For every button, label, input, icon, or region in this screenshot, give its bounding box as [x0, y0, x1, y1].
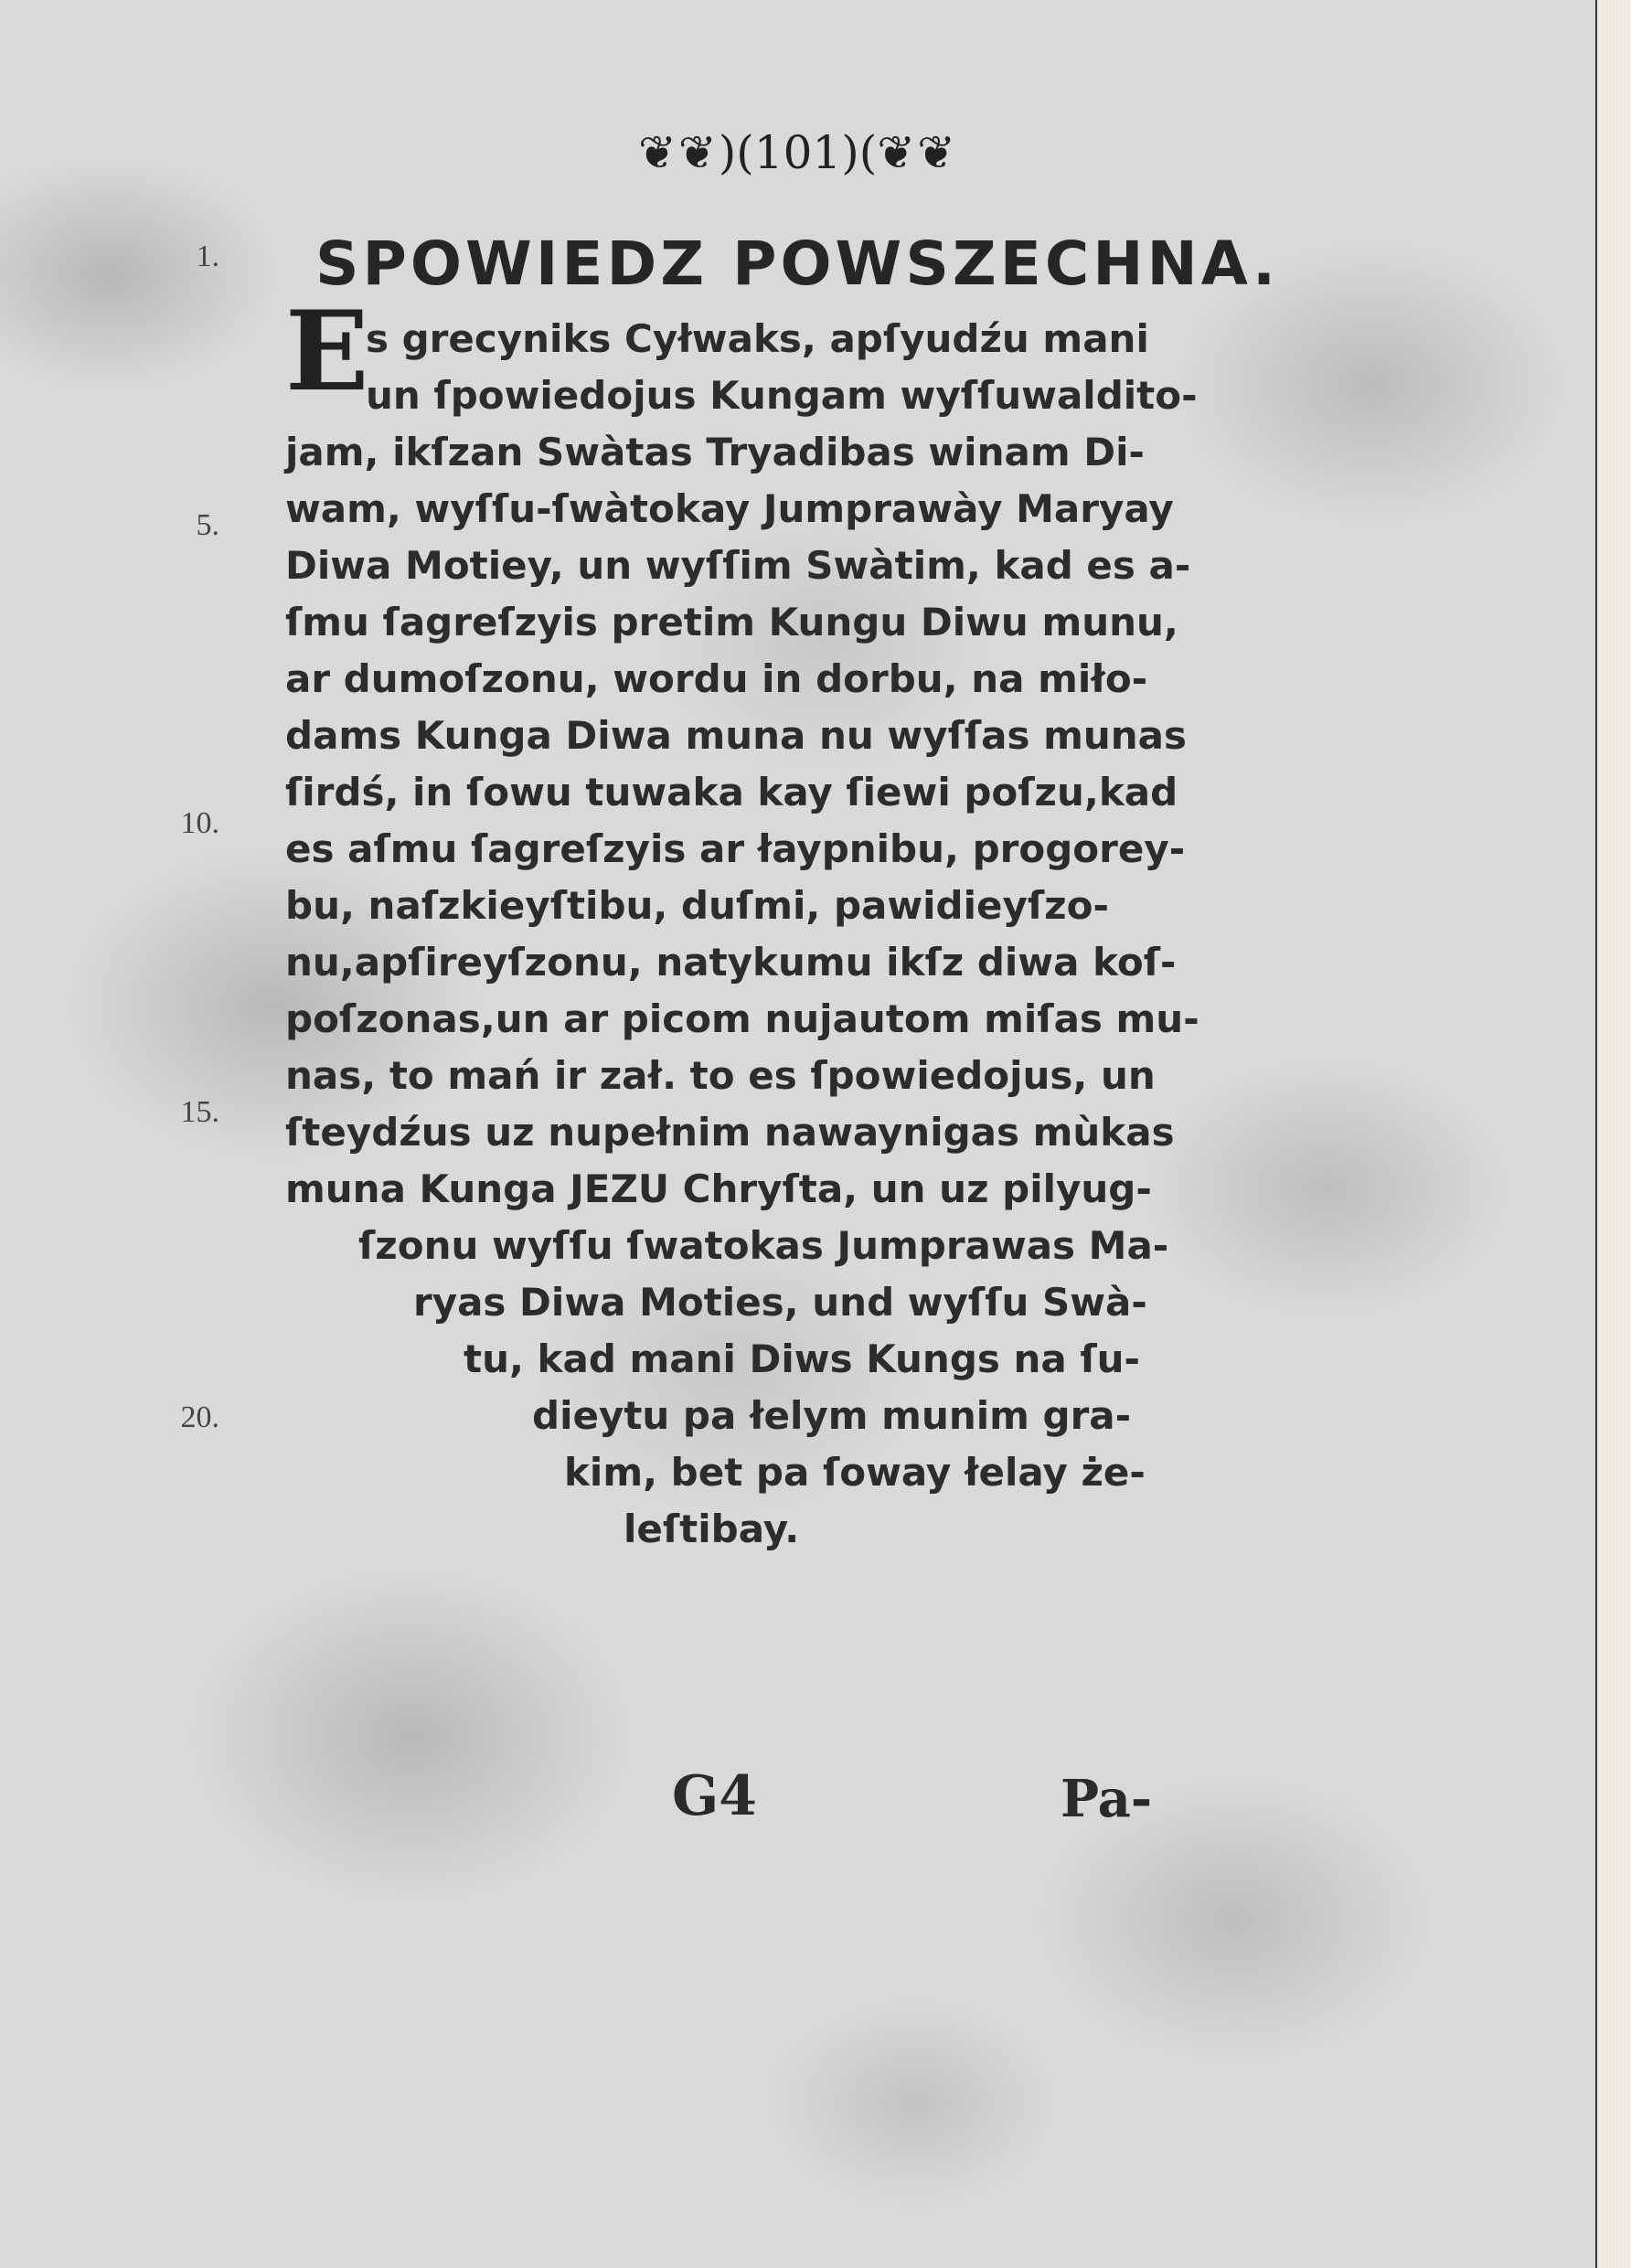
text-line-6: ſmu ſagreſzyis pretim Kungu Diwu munu, — [285, 600, 1178, 644]
text-line-3: jam, ikſzan Swàtas Tryadibas winam Di- — [285, 430, 1145, 474]
text-line-15: ſteydźus uz nupełnim nawaynigas mùkas — [285, 1110, 1175, 1155]
text-line-14: nas, to mań ir zał. to es ſpowiedojus, un — [285, 1053, 1156, 1098]
line-number-1: 1. — [196, 240, 219, 273]
drop-initial: E — [285, 287, 369, 416]
text-line-9: ſirdś, in ſowu tuwaka kay ſiewi poſzu,kad — [285, 770, 1178, 815]
text-line-5: Diwa Motiey, un wyſſim Swàtim, kad es a- — [285, 543, 1191, 588]
header-paren-left: )( — [718, 126, 754, 179]
text-line-22: leſtibay. — [624, 1507, 800, 1551]
text-line-13: poſzonas,un ar picom nujautom miſas mu- — [285, 996, 1199, 1041]
text-line-21: kim, bet pa ſoway łelay że- — [564, 1450, 1146, 1495]
signature-mark: G4 — [672, 1764, 757, 1828]
catchword: Pa- — [1061, 1769, 1153, 1829]
text-line-10: es aſmu ſagreſzyis ar łaypnibu, progorey- — [285, 826, 1186, 871]
text-line-16: muna Kunga JEZU Chryſta, un uz pilyug- — [285, 1166, 1152, 1211]
text-line-17: ſzonu wyſſu ſwatokas Jumprawas Ma- — [358, 1223, 1169, 1268]
text-line-8: dams Kunga Diwa muna nu wyſſas munas — [285, 713, 1187, 758]
ornament-left: ❦❦ — [637, 126, 719, 179]
text-line-20: dieytu pa łelym munim gra- — [532, 1393, 1132, 1438]
page-title: SPOWIEDZ POWSZECHNA. — [315, 229, 1280, 299]
line-number-5: 5. — [196, 508, 219, 542]
ornament-right: ❦❦ — [877, 126, 958, 179]
text-line-4: wam, wyſſu-ſwàtokay Jumprawày Maryay — [285, 486, 1174, 531]
text-line-1: s grecyniks Cyłwaks, apſyudźu mani — [366, 316, 1149, 361]
page-header — [0, 126, 1595, 179]
line-number-15: 15. — [180, 1095, 219, 1129]
line-number-10: 10. — [180, 806, 219, 840]
page-number: 101 — [753, 126, 842, 179]
text-line-7: ar dumoſzonu, wordu in dorbu, na miło- — [285, 656, 1148, 701]
header-paren-right: )( — [841, 126, 878, 179]
line-number-20: 20. — [180, 1400, 219, 1434]
text-line-18: ryas Diwa Moties, und wyſſu Swà- — [413, 1280, 1147, 1325]
page-edge — [1595, 0, 1631, 2268]
text-line-19: tu, kad mani Diws Kungs na ſu- — [464, 1336, 1140, 1381]
text-line-12: nu,apſireyſzonu, natykumu ikſz diwa koſ- — [285, 940, 1177, 985]
text-line-2: un ſpowiedojus Kungam wyſſuwaldito- — [366, 373, 1198, 418]
text-line-11: bu, naſzkieyſtibu, duſmi, pawidieyſzo- — [285, 883, 1109, 928]
